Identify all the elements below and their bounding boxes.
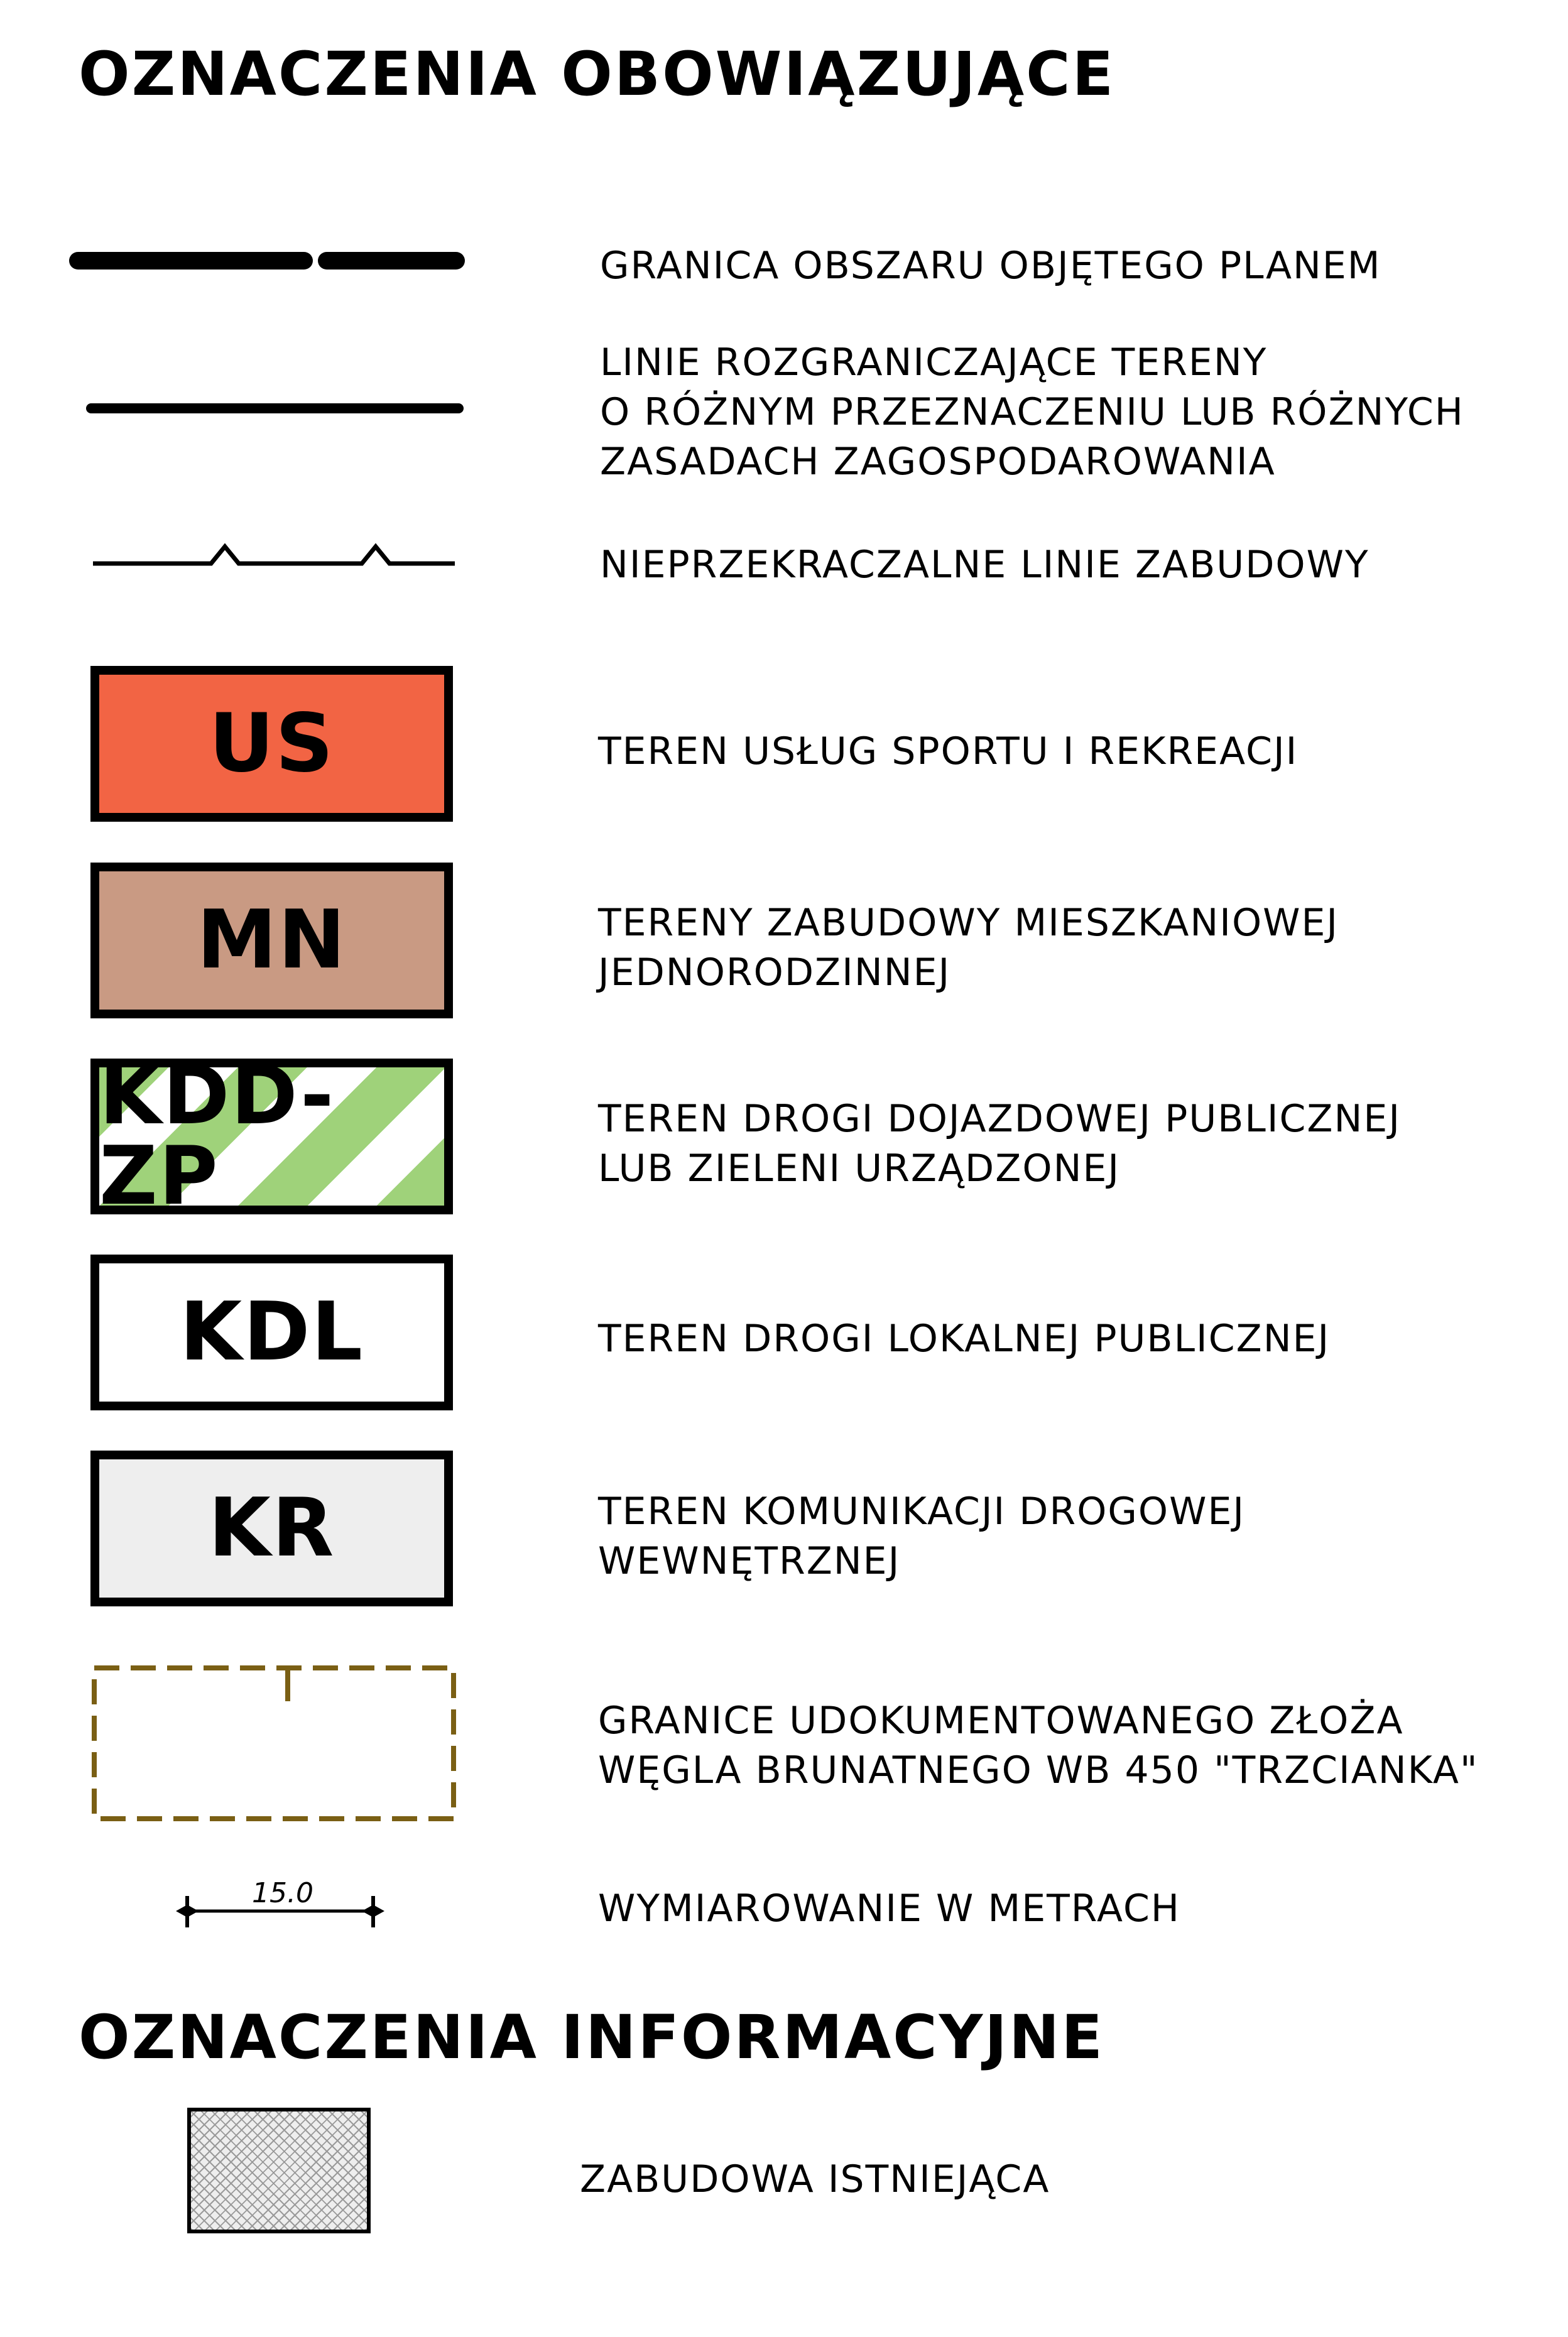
dimensioning-label: WYMIAROWANIE W METRACH [598, 1887, 1181, 1931]
kdd-zp-zone-symbol [90, 1049, 453, 1223]
informational-section-title: OZNACZENIA INFORMACYJNE [79, 2002, 1104, 2073]
kdl-zone-code: KDL [180, 1285, 364, 1379]
us-zone-label: TEREN USŁUG SPORTU I REKREACJI [598, 729, 1298, 773]
building-lines-label: NIEPRZEKRACZALNE LINIE ZABUDOWY [600, 543, 1369, 587]
deposit-boundary-label: GRANICE UDOKUMENTOWANEGO ZŁOŻA WĘGLA BRUNATNEGO WB 450 "TRZCIANKA" [598, 1699, 1479, 1792]
kr-zone-symbol [90, 1451, 453, 1606]
kr-zone-code: KR [208, 1481, 335, 1575]
existing-buildings-label: ZABUDOWA ISTNIEJĄCA [580, 2157, 1050, 2201]
us-zone-symbol [90, 666, 453, 822]
kdl-zone-symbol [90, 1255, 453, 1410]
deposit-boundary-symbol [88, 1659, 465, 1828]
us-zone-code: US [209, 697, 335, 790]
kdd-zp-zone-label: TEREN DROGI DOJAZDOWEJ PUBLICZNEJ LUB ZIELENI URZĄDZONEJ [598, 1097, 1402, 1190]
dimension-sample-value: 15.0 [252, 1877, 313, 1909]
plan-boundary-symbol [69, 245, 477, 276]
mandatory-section-title: OZNACZENIA OBOWIĄZUJĄCE [79, 39, 1116, 109]
kr-zone-label: TEREN KOMUNIKACJI DROGOWEJ WEWNĘTRZNEJ [598, 1490, 1246, 1583]
kdd-zp-zone-code: KDD-ZP [99, 1049, 335, 1223]
kdl-zone-label: TEREN DROGI LOKALNEJ PUBLICZNEJ [598, 1317, 1331, 1361]
mn-zone-symbol [90, 863, 453, 1018]
mn-zone-code: MN [197, 893, 347, 987]
mn-zone-label: TERENY ZABUDOWY MIESZKANIOWEJ JEDNORODZINNEJ [598, 901, 1339, 994]
demarcation-lines-label: LINIE ROZGRANICZAJĄCE TERENY O RÓŻNYM PRZEZNACZENIU LUB RÓŻNYCH ZASADACH ZAGOSPODAROWANIA [600, 340, 1464, 484]
building-line-symbol [88, 534, 465, 572]
dimension-symbol [170, 1866, 389, 1941]
demarcation-line-symbol [82, 396, 471, 421]
plan-boundary-label: GRANICA OBSZARU OBJĘTEGO PLANEM [600, 244, 1381, 288]
existing-buildings-symbol [187, 2108, 371, 2233]
